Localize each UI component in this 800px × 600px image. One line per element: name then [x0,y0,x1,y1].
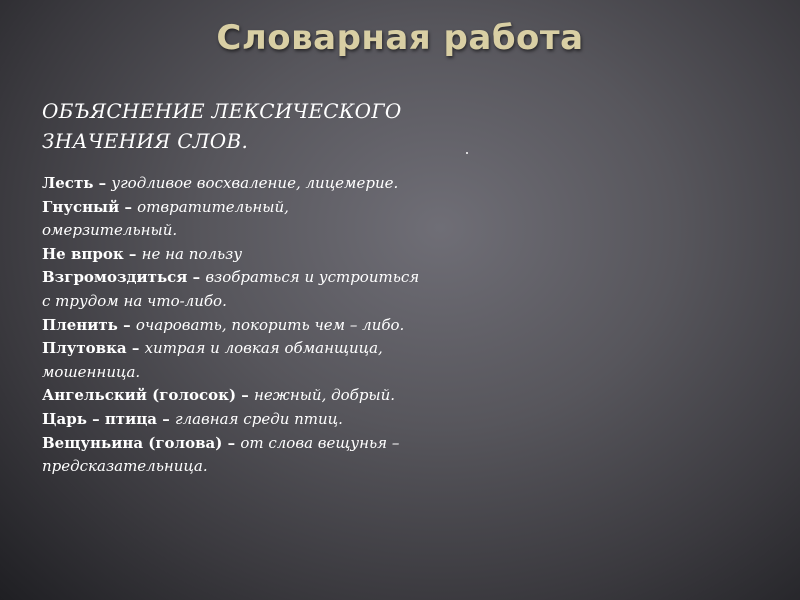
definition-line [42,455,542,479]
definition-dash: – [157,409,175,428]
definition-term: Ангельский (голосок) [42,386,237,405]
definition-meaning: нежный, добрый. [254,386,396,405]
definition-meaning: предсказательница. [42,457,208,476]
definition-dash: – [126,339,145,358]
definition-meaning: угодливое восхваление, лицемерие. [111,174,399,192]
definition-dash: – [93,174,112,192]
definition-dash: – [236,386,255,405]
definition-dash: – [119,197,138,216]
slide-subtitle [42,96,512,156]
definition-term: Взгромоздиться [42,268,188,287]
definition-meaning: очаровать, покорить чем – либо. [135,315,405,334]
definition-line [42,432,542,456]
definition-term: Не впрок [42,244,124,263]
definition-line [42,337,542,361]
slide-title: Словарная работа [216,18,584,58]
definition-term: Царь – птица [42,409,158,428]
definition-term: Вещуньина (голова) [42,433,223,452]
definition-meaning: хитрая и ловкая обманщица, [144,339,383,358]
definition-dash: – [123,244,142,263]
definition-line [42,196,542,220]
definition-dash: – [222,433,241,452]
definition-meaning: отвратительный, [137,197,289,216]
definition-line [42,290,542,314]
definition-line [42,266,542,290]
definition-meaning: не на пользу [141,244,243,263]
definition-meaning: взобраться и устроиться [205,268,420,287]
definition-line [42,219,542,243]
definition-meaning: от слова вещунья – [240,433,400,452]
definition-line [42,361,542,385]
definition-meaning: мошенница. [42,362,141,381]
definition-term: Лесть [42,174,94,192]
definitions-list [42,172,542,479]
definition-line [42,314,542,338]
stray-dot [466,152,468,154]
definition-dash: – [187,268,206,287]
definition-line [42,243,542,267]
definition-term: Пленить [42,315,118,334]
definition-line [42,384,542,408]
subtitle-line: ОБЪЯСНЕНИЕ ЛЕКСИЧЕСКОГО [42,99,402,123]
definition-line [42,172,542,196]
definition-term: Плутовка [42,339,127,358]
definition-meaning: главная среди птиц. [174,409,343,428]
definition-meaning: с трудом на что-либо. [42,291,227,310]
definition-meaning: омерзительный. [42,221,178,240]
definition-term: Гнусный [42,197,120,216]
subtitle-line: ЗНАЧЕНИЯ СЛОВ. [42,129,249,153]
definition-dash: – [117,315,136,334]
definition-line [42,408,542,432]
